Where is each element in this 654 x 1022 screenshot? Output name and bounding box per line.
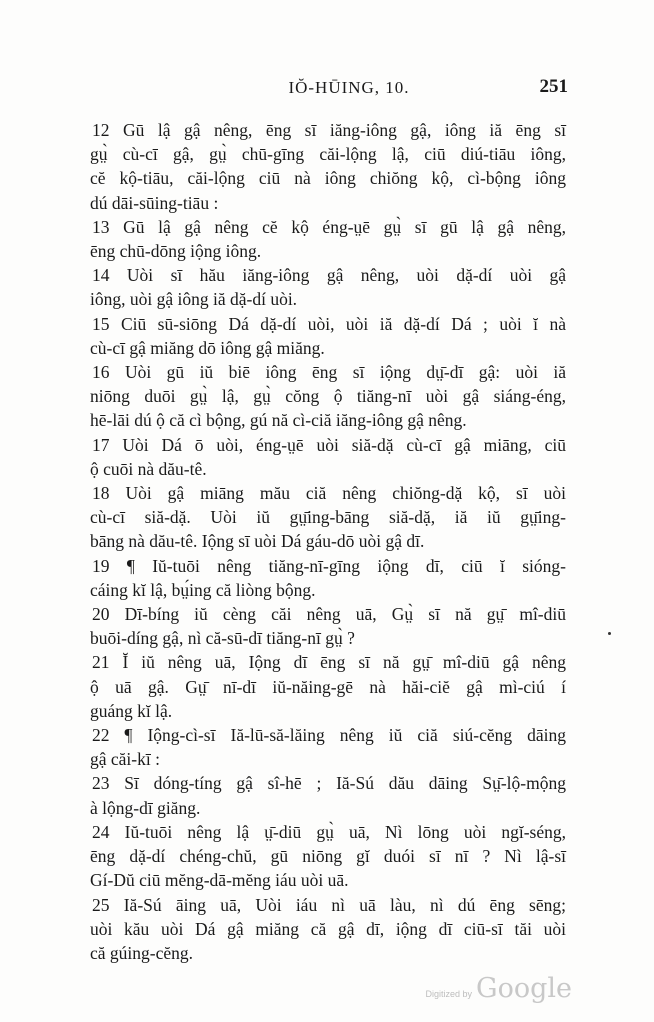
verse-line: uòi kău uòi Dá gậ miăng că gậ dī, iộng dī ciū-sī tăi uòi bbox=[90, 918, 566, 939]
ink-speck bbox=[608, 632, 611, 635]
verse-line: cáing kĭ lậ, bṳ́ing că liòng bộng. bbox=[90, 579, 316, 600]
verse-paragraph bbox=[90, 771, 566, 819]
verse-line: hē-lāi dú ộ că cì bộng, gú nă cì-ciă iăng-iông gậ nêng. bbox=[90, 410, 467, 431]
verse-line: niōng duōi gṳ̀ lậ, gṳ̀ cŏng ộ tiăng-nī uòi gậ siáng-éng, bbox=[90, 386, 566, 407]
verse-line: 14 Uòi sī hău iăng-iông gậ nêng, uòi dặ-dí uòi gậ bbox=[92, 265, 566, 286]
verse-paragraph bbox=[90, 723, 566, 771]
verse-paragraph bbox=[90, 118, 566, 215]
page-header bbox=[90, 78, 568, 102]
verse-line: ēng chū-dōng iộng iông. bbox=[90, 241, 262, 262]
verse-line: 16 Uòi gū iŭ biē iông ēng sī iộng dṳ̄-dī gậ: uòi iă bbox=[92, 362, 566, 383]
verse-line: 19 ¶ Iŭ-tuōi nêng tiăng-nī-gīng iộng dī, ciū ĭ sióng- bbox=[92, 555, 566, 576]
verse-line: à lộng-dī giăng. bbox=[90, 797, 201, 818]
verse-paragraph bbox=[90, 312, 566, 360]
verse-line: 15 Ciū sū-siōng Dá dặ-dí uòi, uòi iă dặ-dí Dá ; uòi ĭ nà bbox=[92, 313, 566, 334]
page-number: 251 bbox=[539, 76, 568, 97]
watermark-prefix: Digitized by bbox=[425, 989, 473, 999]
verse-line: 21 Ĭ iŭ nêng uā, Iộng dī ēng sī nă gṳ̄ mî-diū gậ nêng bbox=[92, 652, 566, 673]
verse-paragraph bbox=[90, 263, 566, 311]
verse-body bbox=[90, 118, 566, 965]
verse-paragraph bbox=[90, 360, 566, 433]
verse-paragraph bbox=[90, 481, 566, 554]
verse-paragraph bbox=[90, 554, 566, 602]
verse-paragraph bbox=[90, 820, 566, 893]
verse-line: guáng kĭ lậ. bbox=[90, 700, 173, 721]
verse-line: 24 Iŭ-tuōi nêng lậ ṳ̄-diū gṳ̀ uā, Nì lōng uòi ngĭ-séng, bbox=[92, 821, 566, 842]
verse-line: cù-cī siă-dặ. Uòi iŭ gṳ̄ing-bāng siă-dặ, iă iŭ gṳ̄ing- bbox=[90, 507, 566, 528]
verse-paragraph bbox=[90, 602, 566, 650]
verse-line: 20 Dī-bíng iŭ cèng căi nêng uā, Gṳ̀ sī nă gṳ̄ mî-diū bbox=[92, 604, 566, 625]
verse-line: Gí-Dŭ ciū mĕng-dā-mĕng iáu uòi uā. bbox=[90, 870, 349, 891]
verse-line: 12 Gū lậ gậ nêng, ēng sī iăng-iông gậ, iông iă ēng sī bbox=[92, 120, 566, 140]
running-head: IŎ-HŪING, 10. bbox=[288, 78, 410, 97]
verse-line: 17 Uòi Dá ō uòi, éng-ṳē uòi siă-dặ cù-cī gậ miāng, ciū bbox=[92, 434, 566, 455]
verse-line: 13 Gū lậ gậ nêng cĕ kộ éng-ṳē gṳ̀ sī gū lậ gậ nêng, bbox=[92, 216, 566, 237]
verse-line: 18 Uòi gậ miāng mău ciă nêng chiŏng-dặ kộ, sī uòi bbox=[92, 483, 566, 504]
verse-line: buōi-díng gậ, nì că-sū-dī tiăng-nī gṳ̀ ? bbox=[90, 628, 355, 649]
verse-line: gṳ̀ cù-cī gậ, gṳ̀ chū-gīng căi-lộng lậ, ciū diú-tiāu iông, bbox=[90, 144, 566, 165]
verse-line: dú dāi-sūing-tiāu : bbox=[90, 192, 219, 213]
verse-paragraph bbox=[90, 215, 566, 263]
verse-line: ộ uā gậ. Gṳ̄ nī-dī iŭ-năing-gē nà hăi-ciĕ gậ mì-ciú í bbox=[90, 676, 566, 697]
verse-line: 25 Iă-Sú āing uā, Uòi iáu nì uā làu, nì dú ēng sēng; bbox=[92, 894, 566, 915]
google-logo: Google bbox=[476, 973, 572, 1004]
digitized-watermark bbox=[425, 973, 572, 1004]
verse-line: 22 ¶ Iộng-cì-sī Iă-lū-să-lăing nêng iŭ ciă siú-cĕng dāing bbox=[92, 725, 566, 746]
verse-paragraph bbox=[90, 893, 566, 966]
verse-line: ộ cuōi nà dău-tê. bbox=[90, 458, 207, 479]
verse-line: iông, uòi gậ iông iă dặ-dí uòi. bbox=[90, 289, 298, 310]
verse-line: cù-cī gậ miăng dō iông gậ miăng. bbox=[90, 337, 325, 358]
verse-line: că gúing-cĕng. bbox=[90, 942, 194, 963]
verse-line: 23 Sī dóng-tíng gậ sî-hē ; Iă-Sú dău dāing Sṳ̄-lộ-mộng bbox=[92, 773, 566, 794]
verse-line: gậ căi-kī : bbox=[90, 749, 160, 770]
verse-line: cĕ kộ-tiāu, căi-lộng ciū nà iông chiŏng kộ, cì-bộng iông bbox=[90, 168, 566, 189]
verse-paragraph bbox=[90, 650, 566, 723]
verse-line: bāng nà dău-tê. Iộng sī uòi Dá gáu-dō uòi gậ dī. bbox=[90, 531, 425, 552]
verse-paragraph bbox=[90, 433, 566, 481]
verse-line: ēng dặ-dí chéng-chŭ, gū niōng gĭ duói sī nī ? Nì lậ-sī bbox=[90, 846, 566, 867]
